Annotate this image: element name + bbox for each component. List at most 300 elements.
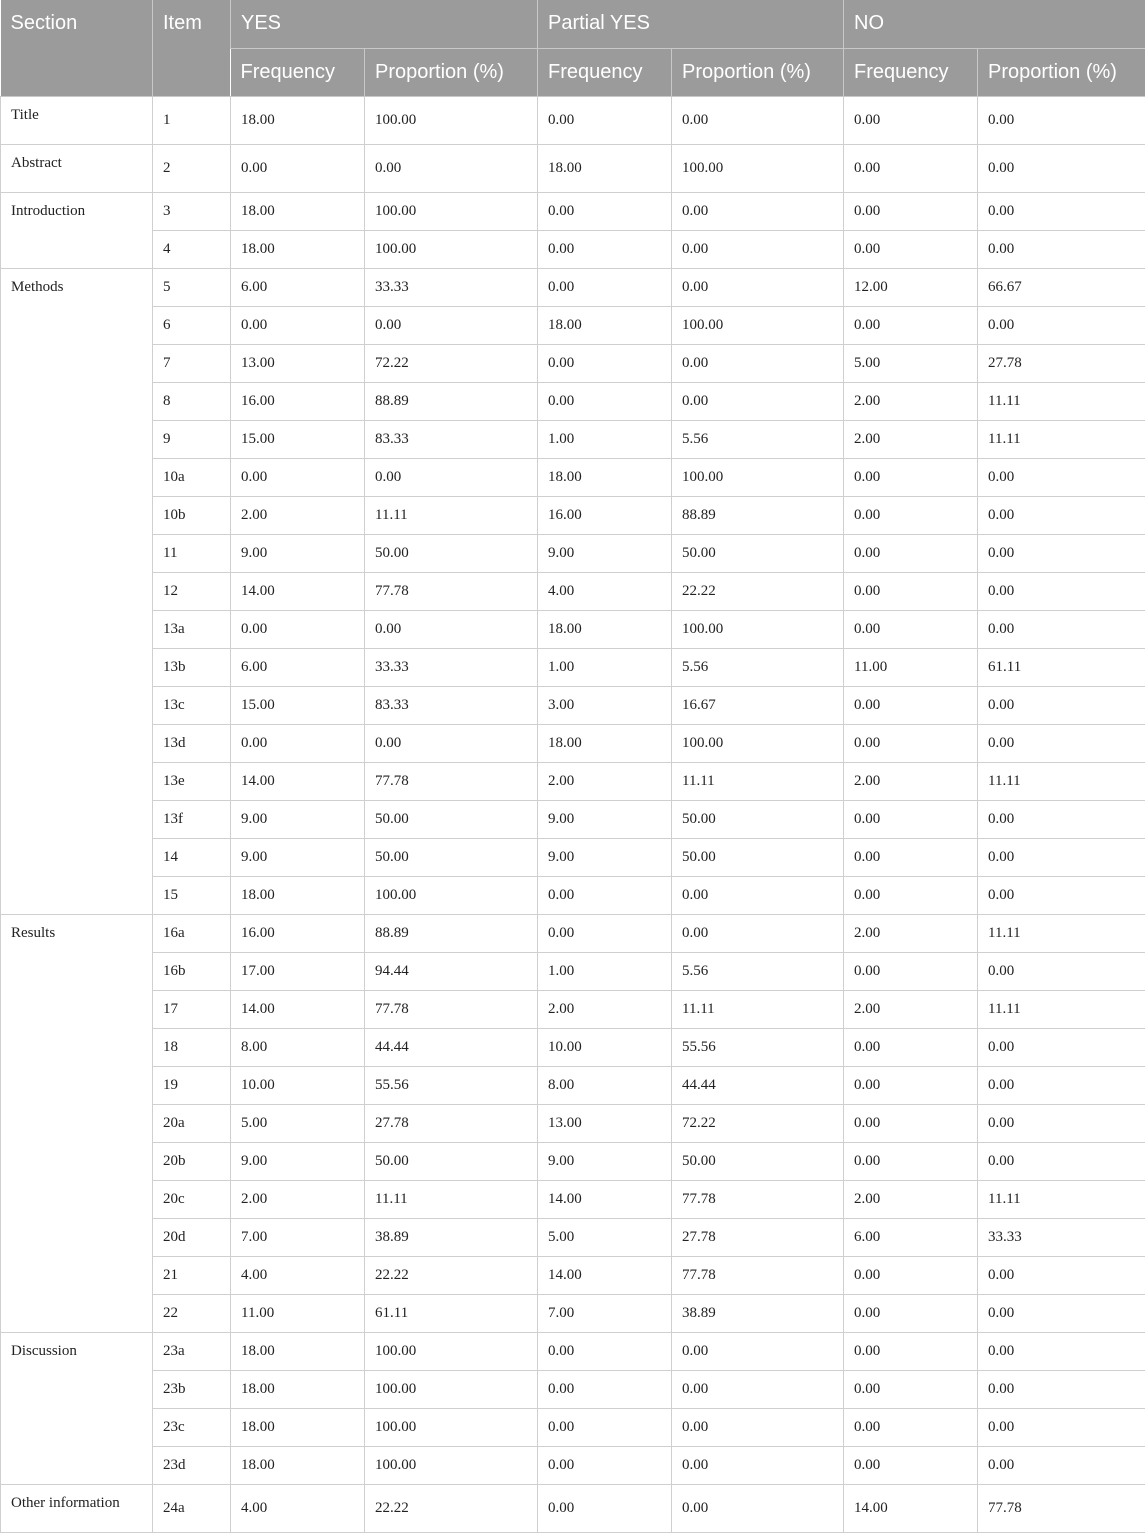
partial-yes-proportion-cell: 0.00	[672, 1485, 844, 1533]
partial-yes-frequency-cell: 0.00	[538, 1447, 672, 1485]
no-frequency-cell: 14.00	[844, 1485, 978, 1533]
no-frequency-header: Frequency	[844, 49, 978, 97]
no-frequency-cell: 0.00	[844, 877, 978, 915]
partial-yes-proportion-cell: 22.22	[672, 573, 844, 611]
partial-yes-frequency-cell: 2.00	[538, 991, 672, 1029]
item-cell: 9	[153, 421, 231, 459]
yes-frequency-cell: 0.00	[231, 307, 365, 345]
no-proportion-cell: 11.11	[978, 383, 1145, 421]
partial-yes-proportion-cell: 0.00	[672, 1333, 844, 1371]
partial-yes-proportion-cell: 50.00	[672, 839, 844, 877]
no-frequency-cell: 0.00	[844, 1333, 978, 1371]
yes-proportion-cell: 100.00	[365, 97, 538, 145]
section-cell: Introduction	[1, 193, 153, 269]
no-proportion-cell: 11.11	[978, 1181, 1145, 1219]
item-cell: 1	[153, 97, 231, 145]
yes-proportion-header: Proportion (%)	[365, 49, 538, 97]
no-proportion-cell: 0.00	[978, 1105, 1145, 1143]
yes-proportion-cell: 94.44	[365, 953, 538, 991]
yes-proportion-cell: 100.00	[365, 231, 538, 269]
item-cell: 13b	[153, 649, 231, 687]
item-cell: 13c	[153, 687, 231, 725]
item-cell: 13a	[153, 611, 231, 649]
no-proportion-cell: 0.00	[978, 1409, 1145, 1447]
partial-yes-frequency-cell: 0.00	[538, 877, 672, 915]
no-frequency-cell: 0.00	[844, 687, 978, 725]
partial-yes-frequency-cell: 0.00	[538, 383, 672, 421]
no-frequency-cell: 0.00	[844, 193, 978, 231]
table-row	[1, 231, 1145, 269]
no-frequency-cell: 0.00	[844, 1105, 978, 1143]
partial-yes-proportion-cell: 0.00	[672, 97, 844, 145]
partial-yes-proportion-header: Proportion (%)	[672, 49, 844, 97]
item-header: Item	[153, 0, 231, 97]
item-cell: 19	[153, 1067, 231, 1105]
yes-frequency-cell: 0.00	[231, 611, 365, 649]
no-proportion-cell: 0.00	[978, 459, 1145, 497]
partial-yes-proportion-cell: 0.00	[672, 193, 844, 231]
partial-yes-frequency-cell: 0.00	[538, 1485, 672, 1533]
yes-proportion-cell: 0.00	[365, 307, 538, 345]
table-row	[1, 801, 1145, 839]
table-row	[1, 1333, 1145, 1371]
yes-frequency-cell: 18.00	[231, 1333, 365, 1371]
no-proportion-cell: 0.00	[978, 1029, 1145, 1067]
yes-proportion-cell: 50.00	[365, 535, 538, 573]
yes-frequency-cell: 9.00	[231, 1143, 365, 1181]
yes-proportion-cell: 100.00	[365, 1371, 538, 1409]
item-cell: 2	[153, 145, 231, 193]
item-cell: 8	[153, 383, 231, 421]
partial-yes-proportion-cell: 100.00	[672, 725, 844, 763]
table-row	[1, 649, 1145, 687]
partial-yes-proportion-cell: 100.00	[672, 145, 844, 193]
item-cell: 13e	[153, 763, 231, 801]
partial-yes-frequency-cell: 18.00	[538, 145, 672, 193]
no-frequency-cell: 0.00	[844, 497, 978, 535]
partial-yes-frequency-cell: 2.00	[538, 763, 672, 801]
item-cell: 21	[153, 1257, 231, 1295]
partial-yes-proportion-cell: 72.22	[672, 1105, 844, 1143]
yes-proportion-cell: 77.78	[365, 573, 538, 611]
yes-proportion-cell: 0.00	[365, 725, 538, 763]
section-header: Section	[1, 0, 153, 97]
no-frequency-cell: 0.00	[844, 1067, 978, 1105]
yes-frequency-cell: 2.00	[231, 1181, 365, 1219]
table-row	[1, 269, 1145, 307]
no-frequency-cell: 2.00	[844, 915, 978, 953]
no-proportion-cell: 0.00	[978, 1333, 1145, 1371]
yes-frequency-cell: 15.00	[231, 687, 365, 725]
table-row	[1, 535, 1145, 573]
table-row	[1, 953, 1145, 991]
table-row	[1, 345, 1145, 383]
section-cell: Abstract	[1, 145, 153, 193]
item-cell: 14	[153, 839, 231, 877]
no-frequency-cell: 0.00	[844, 459, 978, 497]
table-row	[1, 611, 1145, 649]
yes-proportion-cell: 100.00	[365, 1409, 538, 1447]
yes-proportion-cell: 11.11	[365, 497, 538, 535]
yes-frequency-cell: 2.00	[231, 497, 365, 535]
no-proportion-cell: 0.00	[978, 573, 1145, 611]
yes-proportion-cell: 100.00	[365, 1447, 538, 1485]
yes-frequency-cell: 8.00	[231, 1029, 365, 1067]
no-proportion-cell: 0.00	[978, 307, 1145, 345]
item-cell: 15	[153, 877, 231, 915]
yes-proportion-cell: 11.11	[365, 1181, 538, 1219]
partial-yes-proportion-cell: 16.67	[672, 687, 844, 725]
item-cell: 20b	[153, 1143, 231, 1181]
no-frequency-cell: 0.00	[844, 307, 978, 345]
section-cell: Other information	[1, 1485, 153, 1533]
yes-frequency-cell: 0.00	[231, 459, 365, 497]
yes-proportion-cell: 22.22	[365, 1485, 538, 1533]
table-row	[1, 763, 1145, 801]
item-cell: 16b	[153, 953, 231, 991]
partial-yes-frequency-cell: 18.00	[538, 725, 672, 763]
partial-yes-frequency-cell: 0.00	[538, 915, 672, 953]
yes-frequency-cell: 9.00	[231, 535, 365, 573]
yes-proportion-cell: 50.00	[365, 801, 538, 839]
yes-frequency-cell: 11.00	[231, 1295, 365, 1333]
table-row	[1, 1447, 1145, 1485]
partial-yes-frequency-cell: 10.00	[538, 1029, 672, 1067]
no-proportion-cell: 0.00	[978, 193, 1145, 231]
partial-yes-frequency-cell: 7.00	[538, 1295, 672, 1333]
table-row	[1, 725, 1145, 763]
no-proportion-cell: 66.67	[978, 269, 1145, 307]
item-cell: 3	[153, 193, 231, 231]
table-row	[1, 497, 1145, 535]
yes-frequency-cell: 18.00	[231, 193, 365, 231]
no-proportion-cell: 0.00	[978, 801, 1145, 839]
no-proportion-cell: 0.00	[978, 611, 1145, 649]
partial-yes-frequency-cell: 3.00	[538, 687, 672, 725]
no-proportion-cell: 0.00	[978, 687, 1145, 725]
table-row	[1, 1295, 1145, 1333]
item-cell: 4	[153, 231, 231, 269]
table-body	[1, 97, 1145, 1533]
item-cell: 23d	[153, 1447, 231, 1485]
yes-proportion-cell: 61.11	[365, 1295, 538, 1333]
table-row	[1, 193, 1145, 231]
partial-yes-frequency-cell: 9.00	[538, 535, 672, 573]
no-frequency-cell: 0.00	[844, 573, 978, 611]
no-proportion-cell: 27.78	[978, 345, 1145, 383]
yes-proportion-cell: 27.78	[365, 1105, 538, 1143]
yes-frequency-cell: 9.00	[231, 839, 365, 877]
yes-frequency-cell: 7.00	[231, 1219, 365, 1257]
section-cell: Discussion	[1, 1333, 153, 1485]
partial-yes-proportion-cell: 55.56	[672, 1029, 844, 1067]
yes-frequency-header: Frequency	[231, 49, 365, 97]
yes-frequency-cell: 0.00	[231, 725, 365, 763]
partial-yes-proportion-cell: 0.00	[672, 915, 844, 953]
table-row	[1, 687, 1145, 725]
no-frequency-cell: 0.00	[844, 231, 978, 269]
yes-proportion-cell: 55.56	[365, 1067, 538, 1105]
partial-yes-proportion-cell: 5.56	[672, 649, 844, 687]
item-cell: 10b	[153, 497, 231, 535]
no-proportion-cell: 0.00	[978, 1143, 1145, 1181]
partial-yes-frequency-cell: 0.00	[538, 1409, 672, 1447]
no-frequency-cell: 0.00	[844, 1409, 978, 1447]
partial-yes-frequency-cell: 0.00	[538, 97, 672, 145]
no-proportion-cell: 61.11	[978, 649, 1145, 687]
item-cell: 23a	[153, 1333, 231, 1371]
partial-yes-frequency-cell: 4.00	[538, 573, 672, 611]
no-frequency-cell: 2.00	[844, 1181, 978, 1219]
yes-proportion-cell: 50.00	[365, 839, 538, 877]
yes-frequency-cell: 18.00	[231, 231, 365, 269]
partial-yes-frequency-cell: 14.00	[538, 1181, 672, 1219]
no-proportion-cell: 0.00	[978, 145, 1145, 193]
no-proportion-cell: 0.00	[978, 1447, 1145, 1485]
table-row	[1, 1371, 1145, 1409]
item-cell: 22	[153, 1295, 231, 1333]
no-frequency-cell: 0.00	[844, 145, 978, 193]
partial-yes-header: Partial YES	[538, 0, 844, 49]
yes-proportion-cell: 22.22	[365, 1257, 538, 1295]
no-frequency-cell: 0.00	[844, 953, 978, 991]
no-proportion-cell: 0.00	[978, 877, 1145, 915]
yes-proportion-cell: 83.33	[365, 687, 538, 725]
table-row	[1, 97, 1145, 145]
no-frequency-cell: 0.00	[844, 97, 978, 145]
yes-proportion-cell: 83.33	[365, 421, 538, 459]
item-cell: 7	[153, 345, 231, 383]
yes-frequency-cell: 18.00	[231, 1371, 365, 1409]
yes-proportion-cell: 88.89	[365, 915, 538, 953]
item-cell: 6	[153, 307, 231, 345]
table-row	[1, 877, 1145, 915]
item-cell: 23c	[153, 1409, 231, 1447]
partial-yes-frequency-cell: 18.00	[538, 307, 672, 345]
partial-yes-frequency-cell: 18.00	[538, 611, 672, 649]
yes-proportion-cell: 33.33	[365, 269, 538, 307]
table-row	[1, 145, 1145, 193]
item-cell: 18	[153, 1029, 231, 1067]
partial-yes-frequency-cell: 1.00	[538, 421, 672, 459]
yes-proportion-cell: 88.89	[365, 383, 538, 421]
item-cell: 13f	[153, 801, 231, 839]
yes-frequency-cell: 6.00	[231, 269, 365, 307]
no-frequency-cell: 2.00	[844, 991, 978, 1029]
partial-yes-frequency-cell: 0.00	[538, 345, 672, 383]
yes-proportion-cell: 0.00	[365, 611, 538, 649]
yes-proportion-cell: 72.22	[365, 345, 538, 383]
partial-yes-frequency-cell: 14.00	[538, 1257, 672, 1295]
no-proportion-cell: 0.00	[978, 535, 1145, 573]
no-frequency-cell: 0.00	[844, 1447, 978, 1485]
item-cell: 12	[153, 573, 231, 611]
no-frequency-cell: 11.00	[844, 649, 978, 687]
item-cell: 23b	[153, 1371, 231, 1409]
no-frequency-cell: 0.00	[844, 535, 978, 573]
no-frequency-cell: 5.00	[844, 345, 978, 383]
table-row	[1, 383, 1145, 421]
partial-yes-proportion-cell: 0.00	[672, 269, 844, 307]
yes-frequency-cell: 6.00	[231, 649, 365, 687]
partial-yes-proportion-cell: 50.00	[672, 535, 844, 573]
no-proportion-cell: 11.11	[978, 991, 1145, 1029]
no-frequency-cell: 0.00	[844, 725, 978, 763]
yes-proportion-cell: 77.78	[365, 991, 538, 1029]
partial-yes-frequency-cell: 8.00	[538, 1067, 672, 1105]
partial-yes-proportion-cell: 0.00	[672, 1447, 844, 1485]
partial-yes-proportion-cell: 100.00	[672, 611, 844, 649]
no-frequency-cell: 0.00	[844, 801, 978, 839]
item-cell: 5	[153, 269, 231, 307]
table-header	[1, 0, 1145, 97]
no-frequency-cell: 6.00	[844, 1219, 978, 1257]
no-frequency-cell: 0.00	[844, 1029, 978, 1067]
table-row	[1, 1257, 1145, 1295]
partial-yes-frequency-cell: 16.00	[538, 497, 672, 535]
partial-yes-frequency-header: Frequency	[538, 49, 672, 97]
yes-frequency-cell: 4.00	[231, 1257, 365, 1295]
partial-yes-frequency-cell: 0.00	[538, 193, 672, 231]
yes-frequency-cell: 15.00	[231, 421, 365, 459]
table-row	[1, 459, 1145, 497]
no-proportion-cell: 0.00	[978, 1067, 1145, 1105]
partial-yes-proportion-cell: 11.11	[672, 991, 844, 1029]
item-cell: 16a	[153, 915, 231, 953]
section-cell: Methods	[1, 269, 153, 915]
partial-yes-frequency-cell: 9.00	[538, 801, 672, 839]
partial-yes-proportion-cell: 100.00	[672, 459, 844, 497]
no-frequency-cell: 2.00	[844, 383, 978, 421]
no-header: NO	[844, 0, 1145, 49]
table-row	[1, 1029, 1145, 1067]
item-cell: 10a	[153, 459, 231, 497]
no-frequency-cell: 0.00	[844, 1295, 978, 1333]
partial-yes-frequency-cell: 0.00	[538, 1371, 672, 1409]
table-row	[1, 1181, 1145, 1219]
partial-yes-proportion-cell: 5.56	[672, 953, 844, 991]
no-proportion-cell: 0.00	[978, 725, 1145, 763]
yes-frequency-cell: 0.00	[231, 145, 365, 193]
partial-yes-proportion-cell: 0.00	[672, 1409, 844, 1447]
no-proportion-header: Proportion (%)	[978, 49, 1145, 97]
yes-frequency-cell: 18.00	[231, 1447, 365, 1485]
no-proportion-cell: 0.00	[978, 97, 1145, 145]
no-proportion-cell: 0.00	[978, 839, 1145, 877]
yes-frequency-cell: 18.00	[231, 877, 365, 915]
yes-frequency-cell: 14.00	[231, 573, 365, 611]
no-proportion-cell: 77.78	[978, 1485, 1145, 1533]
yes-frequency-cell: 13.00	[231, 345, 365, 383]
table-row	[1, 1485, 1145, 1533]
partial-yes-frequency-cell: 9.00	[538, 839, 672, 877]
yes-proportion-cell: 33.33	[365, 649, 538, 687]
table-row	[1, 1143, 1145, 1181]
table-row	[1, 1067, 1145, 1105]
no-proportion-cell: 0.00	[978, 1257, 1145, 1295]
partial-yes-proportion-cell: 77.78	[672, 1257, 844, 1295]
table-row	[1, 839, 1145, 877]
table-row	[1, 915, 1145, 953]
item-cell: 20c	[153, 1181, 231, 1219]
item-cell: 24a	[153, 1485, 231, 1533]
table-row	[1, 1105, 1145, 1143]
yes-frequency-cell: 14.00	[231, 991, 365, 1029]
partial-yes-proportion-cell: 5.56	[672, 421, 844, 459]
no-frequency-cell: 2.00	[844, 763, 978, 801]
table-row	[1, 421, 1145, 459]
item-cell: 20a	[153, 1105, 231, 1143]
no-proportion-cell: 0.00	[978, 1295, 1145, 1333]
yes-proportion-cell: 100.00	[365, 193, 538, 231]
yes-proportion-cell: 100.00	[365, 1333, 538, 1371]
table-row	[1, 573, 1145, 611]
partial-yes-frequency-cell: 0.00	[538, 231, 672, 269]
partial-yes-proportion-cell: 77.78	[672, 1181, 844, 1219]
partial-yes-proportion-cell: 88.89	[672, 497, 844, 535]
partial-yes-frequency-cell: 0.00	[538, 1333, 672, 1371]
no-frequency-cell: 0.00	[844, 1143, 978, 1181]
partial-yes-proportion-cell: 27.78	[672, 1219, 844, 1257]
no-proportion-cell: 0.00	[978, 231, 1145, 269]
table-row	[1, 1219, 1145, 1257]
partial-yes-proportion-cell: 0.00	[672, 877, 844, 915]
no-proportion-cell: 11.11	[978, 915, 1145, 953]
yes-proportion-cell: 77.78	[365, 763, 538, 801]
yes-header: YES	[231, 0, 538, 49]
partial-yes-proportion-cell: 38.89	[672, 1295, 844, 1333]
table-row	[1, 1409, 1145, 1447]
no-frequency-cell: 12.00	[844, 269, 978, 307]
yes-frequency-cell: 17.00	[231, 953, 365, 991]
yes-frequency-cell: 18.00	[231, 97, 365, 145]
partial-yes-frequency-cell: 0.00	[538, 269, 672, 307]
item-cell: 11	[153, 535, 231, 573]
partial-yes-proportion-cell: 11.11	[672, 763, 844, 801]
yes-proportion-cell: 38.89	[365, 1219, 538, 1257]
partial-yes-proportion-cell: 0.00	[672, 231, 844, 269]
section-cell: Title	[1, 97, 153, 145]
partial-yes-proportion-cell: 0.00	[672, 383, 844, 421]
no-proportion-cell: 11.11	[978, 421, 1145, 459]
no-frequency-cell: 0.00	[844, 611, 978, 649]
partial-yes-frequency-cell: 13.00	[538, 1105, 672, 1143]
item-cell: 13d	[153, 725, 231, 763]
yes-frequency-cell: 14.00	[231, 763, 365, 801]
no-frequency-cell: 2.00	[844, 421, 978, 459]
partial-yes-proportion-cell: 50.00	[672, 801, 844, 839]
section-cell: Results	[1, 915, 153, 1333]
yes-frequency-cell: 4.00	[231, 1485, 365, 1533]
yes-proportion-cell: 0.00	[365, 145, 538, 193]
item-cell: 20d	[153, 1219, 231, 1257]
yes-frequency-cell: 10.00	[231, 1067, 365, 1105]
yes-frequency-cell: 18.00	[231, 1409, 365, 1447]
yes-frequency-cell: 16.00	[231, 915, 365, 953]
partial-yes-proportion-cell: 44.44	[672, 1067, 844, 1105]
partial-yes-frequency-cell: 5.00	[538, 1219, 672, 1257]
table-row	[1, 307, 1145, 345]
partial-yes-proportion-cell: 0.00	[672, 1371, 844, 1409]
partial-yes-frequency-cell: 1.00	[538, 953, 672, 991]
no-proportion-cell: 0.00	[978, 497, 1145, 535]
no-proportion-cell: 0.00	[978, 953, 1145, 991]
table-row	[1, 991, 1145, 1029]
partial-yes-frequency-cell: 1.00	[538, 649, 672, 687]
partial-yes-frequency-cell: 18.00	[538, 459, 672, 497]
yes-frequency-cell: 5.00	[231, 1105, 365, 1143]
no-frequency-cell: 0.00	[844, 1257, 978, 1295]
